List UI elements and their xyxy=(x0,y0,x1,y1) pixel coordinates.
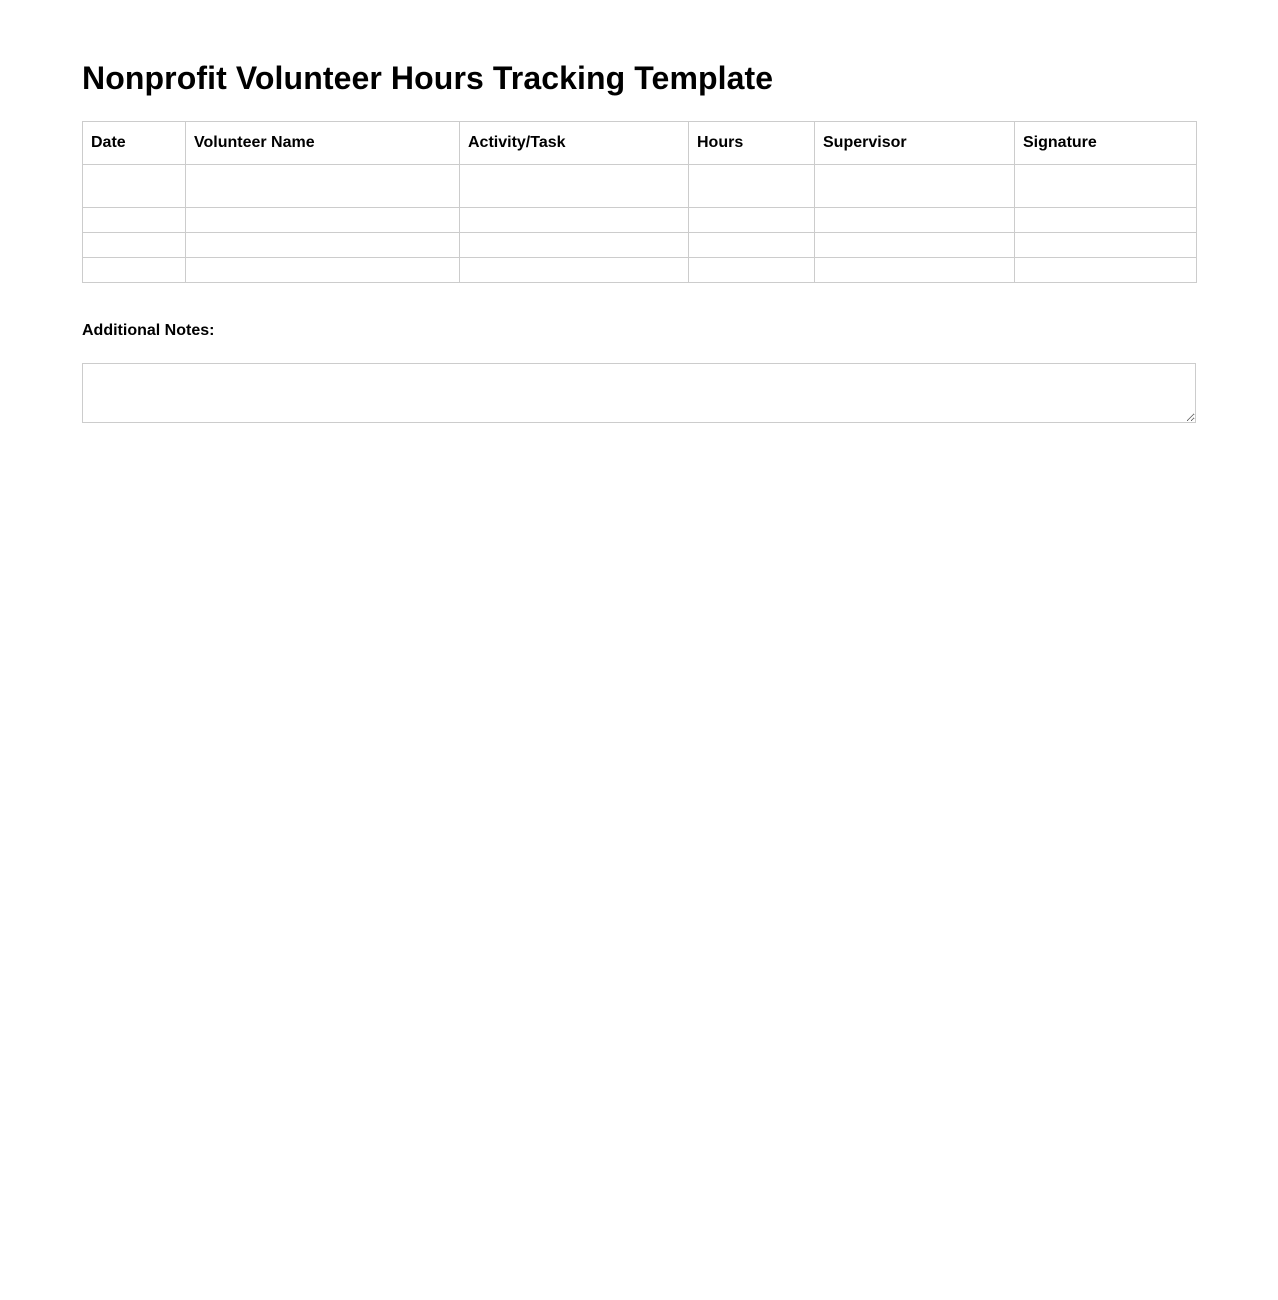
volunteer-name-input[interactable] xyxy=(194,165,451,207)
cell-hours[interactable] xyxy=(689,258,815,283)
signature-input[interactable] xyxy=(1023,208,1188,232)
table-row xyxy=(83,165,1197,208)
cell-volunteer-name[interactable] xyxy=(186,258,460,283)
activity-input[interactable] xyxy=(468,165,680,207)
volunteer-name-input[interactable] xyxy=(194,233,451,257)
cell-date[interactable] xyxy=(83,208,186,233)
cell-volunteer-name[interactable] xyxy=(186,233,460,258)
additional-notes-label: Additional Notes: xyxy=(82,322,215,339)
cell-activity[interactable] xyxy=(460,208,689,233)
cell-date[interactable] xyxy=(83,258,186,283)
cell-signature[interactable] xyxy=(1015,233,1197,258)
cell-supervisor[interactable] xyxy=(815,233,1015,258)
cell-date[interactable] xyxy=(83,233,186,258)
date-input[interactable] xyxy=(91,258,177,282)
column-header-hours: Hours xyxy=(689,122,815,165)
additional-notes-textarea[interactable] xyxy=(82,363,1196,423)
page xyxy=(0,0,1278,423)
column-header-date: Date xyxy=(83,122,186,165)
column-header-supervisor: Supervisor xyxy=(815,122,1015,165)
cell-signature[interactable] xyxy=(1015,165,1197,208)
activity-input[interactable] xyxy=(468,258,680,282)
cell-hours[interactable] xyxy=(689,208,815,233)
table-row xyxy=(83,208,1197,233)
hours-input[interactable] xyxy=(697,233,806,257)
volunteer-hours-table xyxy=(82,121,1197,283)
hours-input[interactable] xyxy=(697,165,806,207)
signature-input[interactable] xyxy=(1023,165,1188,207)
date-input[interactable] xyxy=(91,233,177,257)
cell-activity[interactable] xyxy=(460,165,689,208)
volunteer-name-input[interactable] xyxy=(194,208,451,232)
volunteer-name-input[interactable] xyxy=(194,258,451,282)
date-input[interactable] xyxy=(91,165,177,207)
table-row xyxy=(83,233,1197,258)
supervisor-input[interactable] xyxy=(823,208,1006,232)
column-header-volunteer-name: Volunteer Name xyxy=(186,122,460,165)
table-header-row xyxy=(83,122,1197,165)
cell-volunteer-name[interactable] xyxy=(186,165,460,208)
cell-activity[interactable] xyxy=(460,258,689,283)
supervisor-input[interactable] xyxy=(823,233,1006,257)
activity-input[interactable] xyxy=(468,208,680,232)
cell-supervisor[interactable] xyxy=(815,208,1015,233)
column-header-signature: Signature xyxy=(1015,122,1197,165)
page-title: Nonprofit Volunteer Hours Tracking Template xyxy=(82,60,774,96)
cell-volunteer-name[interactable] xyxy=(186,208,460,233)
activity-input[interactable] xyxy=(468,233,680,257)
cell-date[interactable] xyxy=(83,165,186,208)
date-input[interactable] xyxy=(91,208,177,232)
cell-supervisor[interactable] xyxy=(815,165,1015,208)
hours-input[interactable] xyxy=(697,258,806,282)
signature-input[interactable] xyxy=(1023,258,1188,282)
hours-input[interactable] xyxy=(697,208,806,232)
signature-input[interactable] xyxy=(1023,233,1188,257)
table-row xyxy=(83,258,1197,283)
supervisor-input[interactable] xyxy=(823,258,1006,282)
cell-supervisor[interactable] xyxy=(815,258,1015,283)
cell-hours[interactable] xyxy=(689,233,815,258)
cell-signature[interactable] xyxy=(1015,258,1197,283)
cell-activity[interactable] xyxy=(460,233,689,258)
column-header-activity: Activity/Task xyxy=(460,122,689,165)
cell-hours[interactable] xyxy=(689,165,815,208)
cell-signature[interactable] xyxy=(1015,208,1197,233)
supervisor-input[interactable] xyxy=(823,165,1006,207)
